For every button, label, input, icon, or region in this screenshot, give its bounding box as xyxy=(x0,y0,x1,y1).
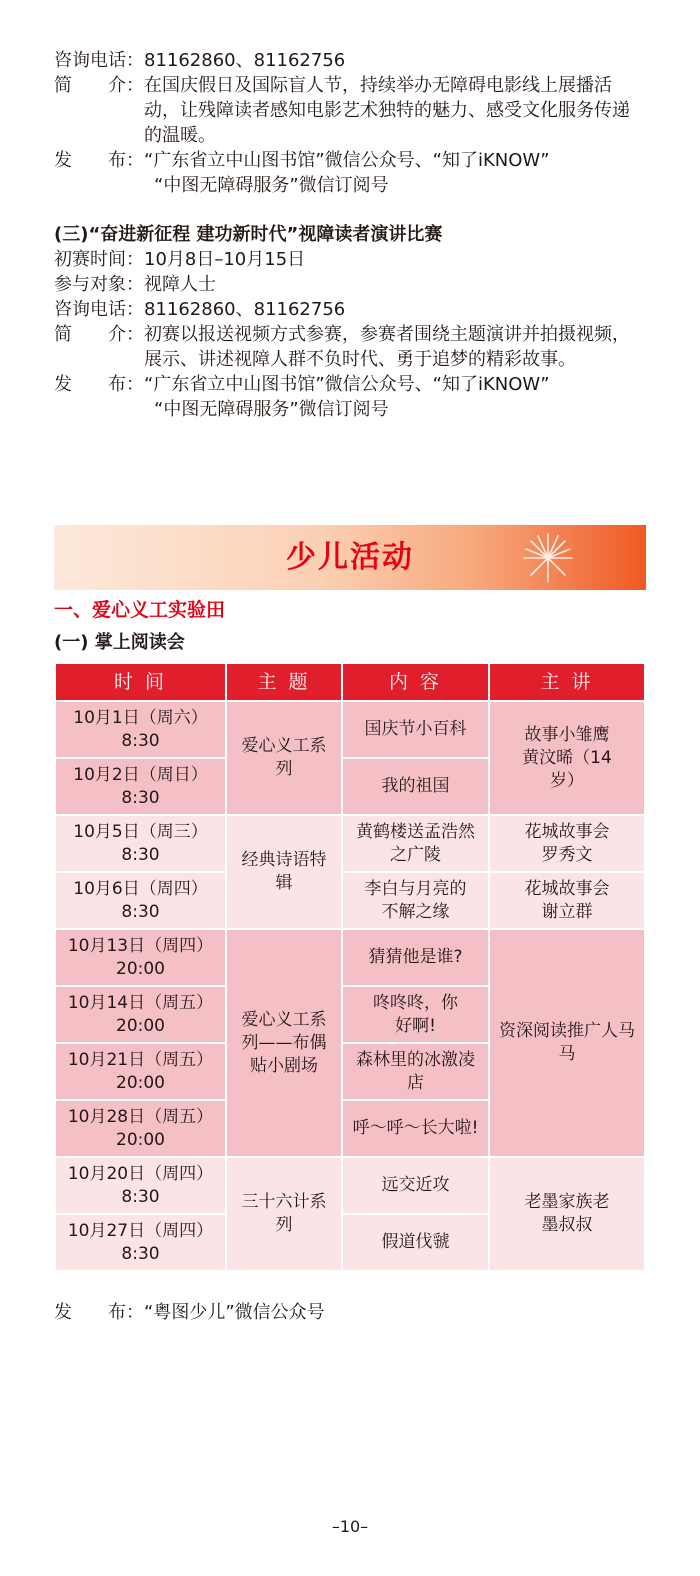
intro-row xyxy=(54,73,646,148)
content-cell: 假道伐虢 xyxy=(342,1214,489,1271)
publish-value xyxy=(144,148,646,198)
date-cell xyxy=(55,872,226,929)
banner-title: 少儿活动 xyxy=(286,540,414,575)
time-text: 8:30 xyxy=(121,901,160,922)
date-text: 10月21日（周五） xyxy=(67,1049,214,1070)
intro-label: 简 介： xyxy=(54,75,144,96)
date-cell xyxy=(55,1043,226,1100)
date-text: 10月1日（周六） xyxy=(73,707,208,728)
table-row xyxy=(55,701,645,758)
time-text: 20:00 xyxy=(116,1072,165,1093)
kids-publish-value: “粤图少儿”微信公众号 xyxy=(144,1302,325,1323)
date-text: 10月28日（周五） xyxy=(67,1106,214,1127)
time-text: 8:30 xyxy=(121,844,160,865)
publish-row-2 xyxy=(54,372,646,422)
kids-publish-label: 发 布： xyxy=(54,1302,144,1323)
upper-section xyxy=(54,48,646,422)
theme-cell: 经典诗语特辑 xyxy=(226,815,342,929)
intro-value-2: 初赛以报送视频方式参赛，参赛者围绕主题演讲并拍摄视频，展示、讲述视障人群不负时代、勇于追梦的精彩故事。 xyxy=(144,324,630,370)
speaker-cell: 老墨家族老墨叔叔 xyxy=(489,1157,645,1271)
time-text: 20:00 xyxy=(116,1015,165,1036)
intro-label-2: 简 介： xyxy=(54,324,144,345)
content-cell: 远交近攻 xyxy=(342,1157,489,1214)
content-cell: 咚咚咚，你好啊! xyxy=(342,986,489,1043)
time-row xyxy=(54,247,646,272)
target-value: 视障人士 xyxy=(144,274,216,295)
consult-value-2: 81162860、81162756 xyxy=(144,299,346,320)
date-cell xyxy=(55,986,226,1043)
publish-line2-2: “中图无障碍服务”微信订阅号 xyxy=(154,399,389,420)
date-text: 10月13日（周四） xyxy=(67,935,214,956)
header-speaker: 主 讲 xyxy=(489,663,645,701)
time-text: 20:00 xyxy=(116,958,165,979)
kids-publish-row xyxy=(54,1300,646,1325)
header-theme: 主 题 xyxy=(226,663,342,701)
date-text: 10月5日（周三） xyxy=(73,821,208,842)
table-row xyxy=(55,929,645,986)
publish-value-2 xyxy=(144,372,646,422)
time-text: 20:00 xyxy=(116,1129,165,1150)
time-label: 初赛时间： xyxy=(54,249,144,270)
date-cell xyxy=(55,1100,226,1157)
speaker-cell: 资深阅读推广人马马 xyxy=(489,929,645,1157)
content-cell: 黄鹤楼送孟浩然之广陵 xyxy=(342,815,489,872)
kids-heading1: 一、爱心义工实验田 xyxy=(54,599,226,621)
publish-line1-2: “广东省立中山图书馆”微信公众号、“知了iKNOW” xyxy=(144,374,550,395)
table-row xyxy=(55,815,645,872)
target-row xyxy=(54,272,646,297)
time-text: 8:30 xyxy=(121,1186,160,1207)
publish-label: 发 布： xyxy=(54,150,144,171)
date-text: 10月6日（周四） xyxy=(73,878,208,899)
date-text: 10月20日（周四） xyxy=(67,1163,214,1184)
consult-value: 81162860、81162756 xyxy=(144,50,346,71)
speaker-cell: 花城故事会谢立群 xyxy=(489,872,645,929)
date-cell xyxy=(55,815,226,872)
date-text: 10月27日（周四） xyxy=(67,1220,214,1241)
speaker-cell: 故事小雏鹰黄汶晞（14岁） xyxy=(489,701,645,815)
table-row xyxy=(55,1157,645,1214)
intro-row-2 xyxy=(54,322,646,372)
speaker-cell: 花城故事会罗秀文 xyxy=(489,815,645,872)
publish-line2: “中图无障碍服务”微信订阅号 xyxy=(154,175,389,196)
content-cell: 我的祖国 xyxy=(342,758,489,815)
publish-label-2: 发 布： xyxy=(54,374,144,395)
schedule-table xyxy=(54,662,646,1272)
content-cell: 猜猜他是谁? xyxy=(342,929,489,986)
consult-label: 咨询电话： xyxy=(54,50,144,71)
kids-heading2: (一) 掌上阅读会 xyxy=(54,632,185,653)
date-cell xyxy=(55,1214,226,1271)
date-cell xyxy=(55,758,226,815)
date-cell xyxy=(55,1157,226,1214)
date-cell xyxy=(55,701,226,758)
intro-value: 在国庆假日及国际盲人节，持续举办无障碍电影线上展播活动，让残障读者感知电影艺术独特的魅力、感受文化服务传递的温暖。 xyxy=(144,75,630,146)
time-value: 10月8日–10月15日 xyxy=(144,249,306,270)
header-time: 时 间 xyxy=(55,663,226,701)
consult-row-2 xyxy=(54,297,646,322)
time-text: 8:30 xyxy=(121,730,160,751)
kids-activity-banner xyxy=(54,525,646,590)
date-text: 10月2日（周日） xyxy=(73,764,208,785)
time-text: 8:30 xyxy=(121,1243,160,1264)
consult-label-2: 咨询电话： xyxy=(54,299,144,320)
theme-cell: 爱心义工系列 xyxy=(226,701,342,815)
content-cell: 李白与月亮的不解之缘 xyxy=(342,872,489,929)
page-number: –10– xyxy=(331,1517,369,1536)
theme-cell: 爱心义工系列——布偶贴小剧场 xyxy=(226,929,342,1157)
theme-cell: 三十六计系列 xyxy=(226,1157,342,1271)
publish-row xyxy=(54,148,646,198)
content-cell: 森林里的冰激凌店 xyxy=(342,1043,489,1100)
publish-line1: “广东省立中山图书馆”微信公众号、“知了iKNOW” xyxy=(144,150,550,171)
time-text: 8:30 xyxy=(121,787,160,808)
date-cell xyxy=(55,929,226,986)
table-header-row xyxy=(55,663,645,701)
target-label: 参与对象： xyxy=(54,274,144,295)
table-row xyxy=(55,872,645,929)
section3-title: (三)“奋进新征程 建功新时代”视障读者演讲比赛 xyxy=(54,224,443,245)
consult-row xyxy=(54,48,646,73)
header-content: 内 容 xyxy=(342,663,489,701)
date-text: 10月14日（周五） xyxy=(67,992,214,1013)
content-cell: 呼～呼～长大啦! xyxy=(342,1100,489,1157)
content-cell: 国庆节小百科 xyxy=(342,701,489,758)
